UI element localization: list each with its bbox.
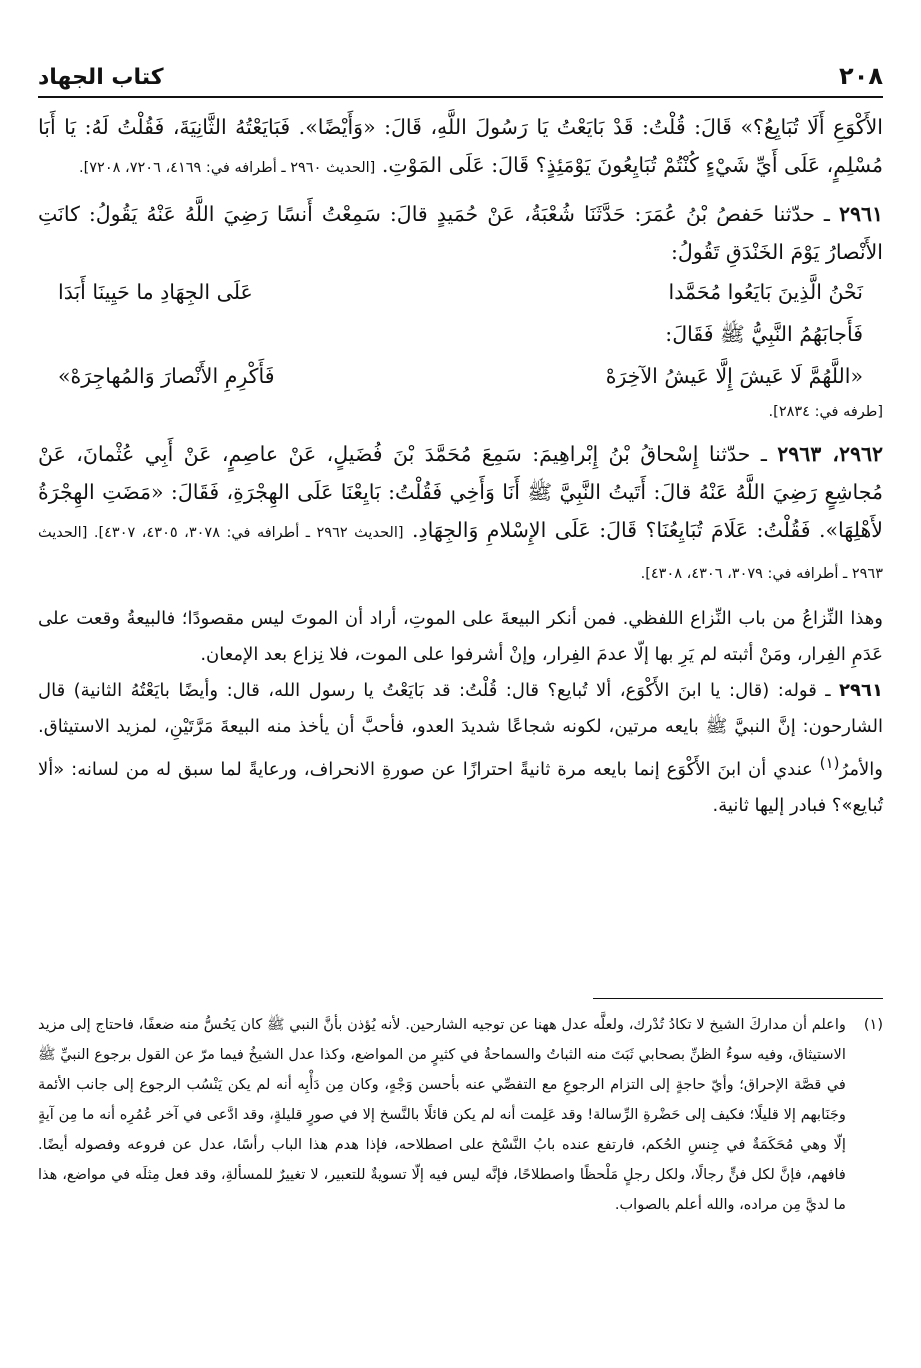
- hadith-2962-2963: [38, 435, 883, 593]
- page-number: ٢٠٨: [839, 62, 883, 90]
- verse-first-half: نَحْنُ الَّذِينَ بَايَعُوا مُحَمَّدا: [668, 280, 863, 304]
- hadith-reference: [الحديث ٢٩٦٠ ـ أطرافه في: ٤١٦٩، ٧٢٠٦، ٧٢٠٨].: [78, 160, 376, 176]
- hadith-number: ٢٩٦١: [839, 680, 883, 701]
- narration-line: فَأَجابَهُمُ النَّبِيُّ ﷺ فَقَالَ:: [665, 322, 863, 346]
- hadith-number: ٢٩٦٢، ٢٩٦٣: [777, 442, 883, 466]
- hadith-text: ـ حدّثنا إِسْحاقُ بْنُ إِبْراهِيمَ: سَمِعَ مُحَمَّدَ بْنَ فُضَيلٍ، عَنْ عاصِمٍ، عَنْ أَبِي عُثْمانَ، عَنْ مُجاشِعٍ رَضِيَ اللَّهُ عَنْهُ قالَ: أَتَيتُ النَّبِيَّ ﷺ أَنَا وَأَخِي فَقُلْتُ: بَايِعْنَا عَلَى الهِجْرَةِ، فَقَالَ: «مَضَتِ الهِجْرَةُ لأَهْلِهَا». فَقُلْتُ: عَلَامَ تُبَايِعُنَا؟ قَالَ: عَلَى الإِسْلامِ وَالجِهَادِ.: [38, 442, 883, 542]
- hadith-text: الأَكْوَعِ أَلَا تُبَايِعُ؟» قَالَ: قُلْتُ: قَدْ بَايَعْتُ يَا رَسُولَ اللَّهِ، قَالَ: «وَأَيْضًا». فَبَايَعْتُهُ الثَّانِيَةَ، فَقُلْتُ لَهُ: يَا أَبَا مُسْلِمٍ، عَلَى أَيِّ شَيْءٍ كُنْتُمْ تُبَايِعُونَ يَوْمَئِذٍ؟ قَالَ: عَلَى المَوْتِ.: [38, 115, 883, 177]
- hadith-text: ـ حدّثنا حَفصُ بْنُ عُمَرَ: حَدَّثَنَا شُعْبَةُ، عَنْ حُمَيدٍ قالَ: سَمِعْتُ أَنسًا رَضِيَ اللَّهُ عَنْهُ يَقُولُ: كانَتِ الأَنْصارُ يَوْمَ الخَنْدَقِ تَقُولُ:: [38, 202, 883, 264]
- verse-second-half: عَلَى الجِهَادِ ما حَيِينَا أَبَدَا: [58, 280, 253, 304]
- hadith-number: ٢٩٦١: [838, 202, 883, 226]
- poem: [38, 271, 883, 397]
- commentary-text: عندي أن ابنَ الأَكْوَع إنما بايعه مرة ثانيةً احترازًا عن صورةِ الانحراف، ورعايةً لما سبق له من لسانه: «ألا تُبايع»؟ فبادر إليها ثانية.: [38, 759, 883, 816]
- hadith-2961: [38, 195, 883, 271]
- footnote-marker[interactable]: (١): [819, 754, 840, 772]
- commentary-paragraph: [38, 673, 883, 824]
- poem-verse: [38, 271, 883, 313]
- commentary-text: ـ قوله: (قال: يا ابنَ الأَكْوَع، ألا تُبايع؟ قال: قُلْتُ: قد بَايَعْتُ يا رسول الله، قال: وأيضًا بايَعْتُهُ الثانية) قال الشارحون: إنَّ النبيَّ ﷺ بايعه مرتين، لكونه شجاعًا شديدَ العدو، فأحبَّ أن يأخذ منه البيعةَ مَرَّتَيْنِ، لمزيد الاستيثاق. والأمرُ: [38, 680, 883, 780]
- book-title: كتاب الجهاد: [38, 65, 164, 90]
- footnote-number: (١): [863, 1017, 883, 1033]
- footnote-text: واعلم أن مداركَ الشيخ لا تكادُ تُدْرك، ولعلَّه عدل ههنا عن توجيه الشارحين. لأنه يُؤذن بأنَّ النبي ﷺ كان يَحُسُّ منه ضعفًا، فاحتاج إلى مزيد الاستيثاق، وفيه سوءُ الظنِّ بصحابي ثَبَتَ منه الثباتُ والسماحةُ في كثيرٍ من المواضع، وكذا عدل الشيخُ فيما مرّ عن القول برجوع النبيِّ ﷺ في قصَّة الإحراق؛ وأيّ حاجةٍ إلى التزام الرجوعِ مع التفصِّي عنه بأحسن وَجْهٍ، وكان مِن دَأْبِه أنه لم يكن يَنْسُب الرجوع إلى جانب الأئمة وجَنَابهم إلا قليلًا؛ فكيف إلى حَضْرةِ الرِّسالة! وقد عَلِمت أنه لم يكن قائلًا بالنَّسخ إلا في صورٍ قليلةٍ، وقد ادَّعى في آخر عُمُرِه أنه ما مِن آيةٍ إلّا وهي مُحَكَمَةٌ في جِنسِ الحُكم، فارتفع عنده بابُ النَّسْخ على اصطلاحه، فإذا هدم هذا الباب رأسًا، عدل عن فروعه وفصوله أيضًا. فافهم، فإنَّ لكل فنٍّ رجالًا، ولكل رجلٍ مَلْحظًا واصطلاحًا، فإنَّه ليس فيه إلّا تسويةٌ للتعبير، لا تغييرٌ للمسألةِ، وقد فعل مِثلَه في مواضع، هذا ما لديَّ مِن مراده، والله أعلم بالصواب.: [38, 1017, 846, 1213]
- page-body: [38, 108, 883, 824]
- footnote: [38, 1010, 883, 1220]
- verse-first-half: «اللَّهُمَّ لَا عَيشَ إِلَّا عَيشُ الآخِرَهْ: [605, 364, 863, 388]
- hadith-reference: [الحديث ٢٩٦٢ ـ أطرافه في: ٣٠٧٨، ٤٣٠٥، ٤٣٠٧]. [الحديث ٢٩٦٣ ـ أطرافه في: ٣٠٧٩، ٤٣٠٦، ٤٣٠٨].: [38, 525, 883, 582]
- commentary-paragraph: وهذا النِّزاعُ من باب النِّزاع اللفظي. فمن أنكر البيعةَ على الموتِ، أراد أن الموتَ ليس مقصودًا؛ فالبيعةُ وقعت على عَدَمِ الفِرار، ومَنْ أثبته لم يَرِ بها إلّا عدمَ الفِرار، وإنْ أشرفوا على الموت، فلا نِزاع بعد الإمعان.: [38, 608, 883, 665]
- hadith-reference: [طرفه في: ٢٨٣٤].: [768, 404, 883, 420]
- verse-second-half: فَأَكْرِمِ الأَنْصارَ وَالمُهاجِرَهْ»: [58, 364, 275, 388]
- poem-verse: [38, 355, 883, 397]
- footnote-separator: [593, 998, 883, 999]
- page-header: [38, 58, 883, 98]
- hadith-2960-continuation: [38, 108, 883, 187]
